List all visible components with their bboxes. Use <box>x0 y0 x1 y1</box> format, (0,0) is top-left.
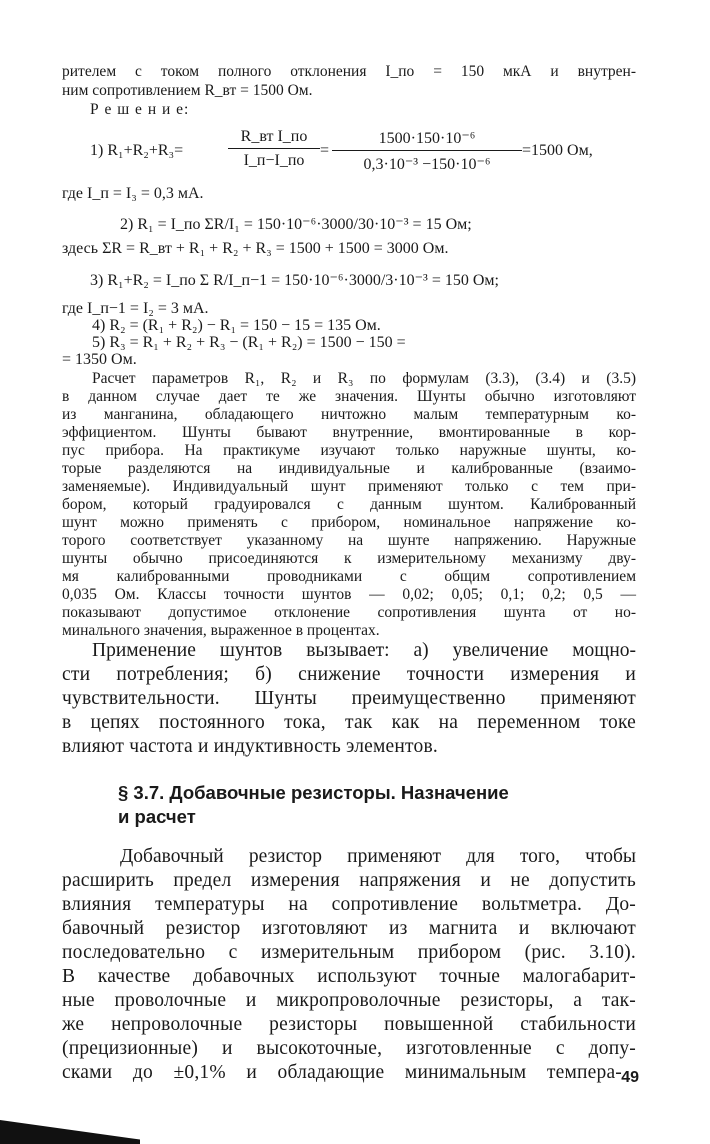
eq1-left: 1) R₁+R₂+R₃= <box>90 142 184 159</box>
eq1-result: =1500 Ом, <box>522 142 593 159</box>
eq2-where: здесь ΣR = R_вт + R₁ + R₂ + R₃ = 1500 + 1500 = 3000 Ом. <box>62 240 449 257</box>
small-paragraph-line: 0,035 Ом. Классы точности шунтов — 0,02; 0,05; 0,1; 0,2; 0,5 — <box>62 586 636 603</box>
resistors-paragraph-line: (прецизионные) и высокоточные, изготовленные с допу- <box>62 1038 636 1059</box>
small-paragraph-line: в данном случае дает те же значения. Шунты обычно изготовляют <box>62 388 636 405</box>
shunts-paragraph-line: сти потребления; б) снижение точности измерения и <box>62 664 636 685</box>
resistors-paragraph-line: ные проволочные и микропроволочные резисторы, а так- <box>62 990 636 1011</box>
shunts-paragraph-line: чувствительности. Шунты преимущественно применяют <box>62 688 636 709</box>
small-paragraph-line: из манганина, обладающего ничтожно малым температурным ко- <box>62 406 636 423</box>
intro-line-1: рителем с током полного отклонения I_по = 150 мкА и внутрен- <box>62 63 636 80</box>
eq3: 3) R₁+R₂ = I_по Σ R/I_п−1 = 150·10⁻⁶·3000/3·10⁻³ = 150 Ом; <box>90 272 499 289</box>
resistors-paragraph-line: последовательно с измерительным прибором (рис. 3.10). <box>62 942 636 963</box>
small-paragraph-line: показывают допустимое отклонение сопротивления шунта от но- <box>62 604 636 621</box>
eq1-where: где I_п = I₃ = 0,3 мА. <box>62 185 204 202</box>
eq1-fraction-numeric <box>332 128 522 174</box>
page-number: 49 <box>621 1069 639 1086</box>
eq1-fraction-symbolic <box>228 128 320 170</box>
small-paragraph-line: шунт можно применять с прибором, номинальное напряжение ко- <box>62 514 636 531</box>
solution-title: Р е ш е н и е: <box>90 101 190 118</box>
shunts-paragraph-line: влияют частота и индуктивность элементов. <box>62 736 438 757</box>
small-paragraph-line: Расчет параметров R₁, R₂ и R₃ по формулам (3.3), (3.4) и (3.5) <box>92 370 636 387</box>
eq3-where: где I_п−1 = I₂ = 3 мА. <box>62 300 209 317</box>
resistors-paragraph-line: же непроволочные резисторы повышенной стабильности <box>62 1014 636 1035</box>
small-paragraph-line: торого соответствует указанному на шунте напряжению. Наружные <box>62 532 636 549</box>
section-heading-line-1: § 3.7. Добавочные резисторы. Назначение <box>118 782 509 803</box>
resistors-paragraph-line: расширить предел измерения напряжения и не допустить <box>62 870 636 891</box>
small-paragraph-line: бором, который градуировался с данным шунтом. Калиброванный <box>62 496 636 513</box>
intro-line-2: ним сопротивлением R_вт = 1500 Ом. <box>62 82 313 99</box>
small-paragraph-line: эффициентом. Шунты бывают внутренние, вмонтированные в кор- <box>62 424 636 441</box>
scan-shadow <box>0 1114 140 1144</box>
eq2: 2) R₁ = I_по ΣR/I₁ = 150·10⁻⁶·3000/30·10⁻³ = 15 Ом; <box>120 216 472 233</box>
shunts-paragraph-line: в цепях постоянного тока, так как на переменном токе <box>62 712 636 733</box>
eq5-continuation: = 1350 Ом. <box>62 351 137 368</box>
resistors-paragraph-line: Добавочный резистор применяют для того, чтобы <box>120 846 636 867</box>
small-paragraph-line: шунты обычно присоединяются к измерительному механизму дву- <box>62 550 636 567</box>
small-paragraph-line: заменяемые). Индивидуальный шунт применяют только с тем при- <box>62 478 636 495</box>
eq5: 5) R₃ = R₁ + R₂ + R₃ − (R₁ + R₂) = 1500 − 150 = <box>92 334 406 351</box>
small-paragraph-line: минального значения, выраженное в процентах. <box>62 622 380 639</box>
resistors-paragraph-line: В качестве добавочных используют точные малогабарит- <box>62 966 636 987</box>
eq1-frac1-denominator: I_п−I_по <box>243 152 305 169</box>
eq1-equals: = <box>320 142 330 159</box>
resistors-paragraph-line: сками до ±0,1% и обладающие минимальным темпера- <box>62 1062 622 1083</box>
eq1-frac2-numerator: 1500·150·10⁻⁶ <box>378 130 476 147</box>
small-paragraph-line: мя калиброванными проводниками с общим сопротивлением <box>62 568 636 585</box>
section-heading-line-2: и расчет <box>118 806 196 827</box>
small-paragraph-line: торые разделяются на индивидуальные и калиброванные (взаимо- <box>62 460 636 477</box>
resistors-paragraph-line: бавочный резистор изготовляют из магнита и включают <box>62 918 636 939</box>
eq1-frac2-denominator: 0,3·10⁻³ −150·10⁻⁶ <box>363 156 491 173</box>
small-paragraph-line: пус прибора. На практикуме изучают только наружные шунты, ко- <box>62 442 636 459</box>
shunts-paragraph-line: Применение шунтов вызывает: а) увеличение мощно- <box>92 640 636 661</box>
eq1-frac1-numerator: R_вт I_по <box>240 128 308 145</box>
eq4: 4) R₂ = (R₁ + R₂) − R₁ = 150 − 15 = 135 Ом. <box>92 317 381 334</box>
resistors-paragraph-line: влияния температуры на сопротивление вольтметра. До- <box>62 894 636 915</box>
